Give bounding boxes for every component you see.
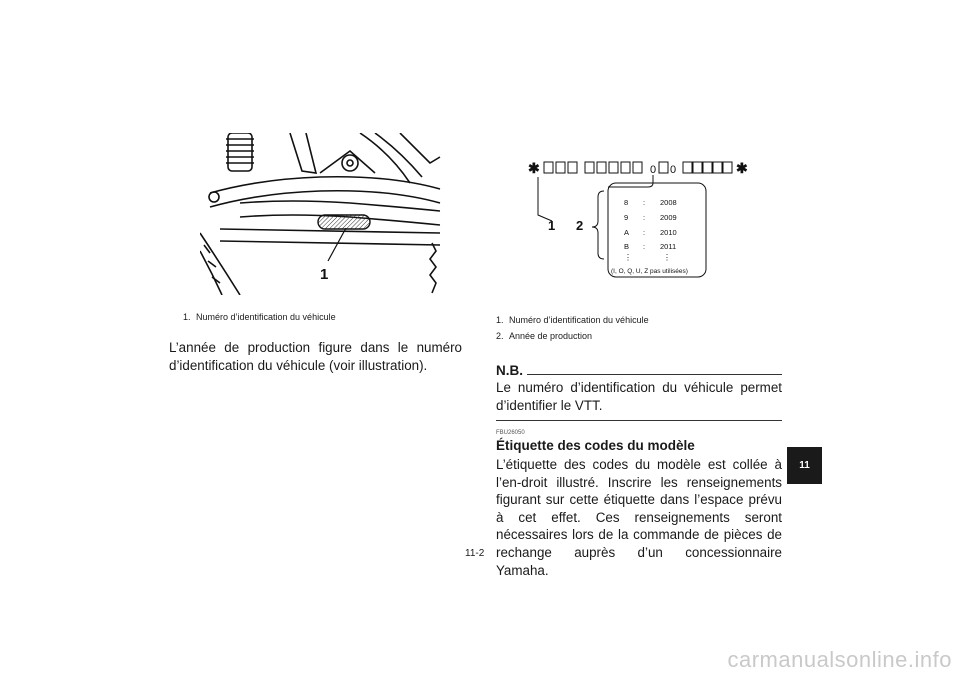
svg-text:⋮: ⋮ xyxy=(663,253,671,262)
svg-text:2011: 2011 xyxy=(660,242,677,251)
watermark[interactable]: carmanualsonline.info xyxy=(727,647,952,672)
svg-text:2010: 2010 xyxy=(660,228,677,237)
vin-figure-label-2: 2 xyxy=(576,218,584,233)
production-year-paragraph: L’année de production figure dans le numéro d’identification du véhicule (voir illustration). xyxy=(169,340,462,373)
svg-text:⋮: ⋮ xyxy=(624,253,632,262)
vehicle-frame-illustration xyxy=(200,133,445,295)
vin-figure-label-1: 1 xyxy=(548,218,556,233)
nb-text: Le numéro d’identification du véhicule permet d’identifier le VTT. xyxy=(496,380,782,413)
unused-letters-note: (I, O, Q, U, Z pas utilisées) xyxy=(611,268,688,275)
vin-code-diagram xyxy=(528,155,753,280)
section-title: Étiquette des codes du modèle xyxy=(496,438,695,453)
svg-text:✱: ✱ xyxy=(528,160,540,176)
chapter-tab: 11 xyxy=(787,447,822,484)
section-code: FBU26050 xyxy=(496,430,525,436)
right-caption xyxy=(496,313,776,343)
caption-item: 1. Numéro d’identification du véhicule xyxy=(496,315,649,325)
nb-title: N.B. xyxy=(496,363,523,378)
svg-text::: : xyxy=(643,198,646,207)
svg-text:B: B xyxy=(624,242,630,251)
year-row-code: 8 xyxy=(624,198,629,207)
nb-block xyxy=(496,363,782,421)
year-row-year: 2008 xyxy=(660,198,677,207)
caption-item: 1. Numéro d’identification du véhicule xyxy=(183,312,336,322)
figure-label-1: 1 xyxy=(320,266,329,283)
svg-text:9: 9 xyxy=(624,213,629,222)
caption-item: 2. Année de production xyxy=(496,331,593,341)
svg-text::: : xyxy=(643,228,646,237)
vin-zero-a: 0 xyxy=(650,164,657,176)
section-paragraph: L’étiquette des codes du modèle est collée à l’en-droit illustré. Inscrire les renseignements figurant sur cette étiquette dans l’espace prévu à cet effet. Ces renseignements seront nécessaires lors de la commande de pièces de rechange auprès d’un concessionnaire Yamaha. xyxy=(496,457,782,578)
left-caption xyxy=(183,310,453,324)
vin-zero-b: 0 xyxy=(670,164,677,176)
page-number: 11-2 xyxy=(465,548,485,559)
svg-text::: : xyxy=(643,242,646,251)
svg-text:2009: 2009 xyxy=(660,213,677,222)
svg-text::: : xyxy=(643,213,646,222)
svg-text:✱: ✱ xyxy=(736,160,748,176)
svg-text:A: A xyxy=(624,228,630,237)
